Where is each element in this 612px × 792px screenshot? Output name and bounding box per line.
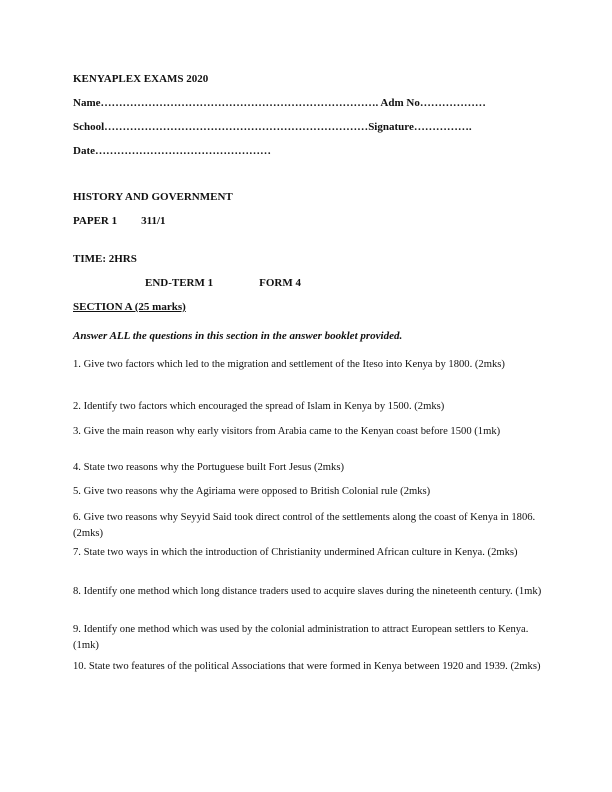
school-field: School……………………………………………………………… [73, 121, 369, 133]
term: END-TERM 1 [145, 277, 214, 289]
name-line [73, 96, 486, 112]
time-allowed: TIME: 2HRS [73, 253, 137, 265]
paper-line [73, 214, 166, 230]
question-4: 4. State two reasons why the Portuguese built Fort Jesus (2mks) [73, 462, 344, 473]
school-line [73, 120, 472, 136]
form: FORM 4 [259, 277, 301, 289]
section-instruction: Answer ALL the questions in this section in the answer booklet provided. [73, 330, 403, 342]
question-6: 6. Give two reasons why Seyyid Said took direct control of the settlements along the coast of Kenya in 1806. (2mks) [73, 512, 536, 539]
term-line [145, 276, 301, 292]
exam-title: KENYAPLEX EXAMS 2020 [73, 73, 209, 85]
question-8: 8. Identify one method which long distance traders used to acquire slaves during the nineteenth century. (1mk) [73, 586, 542, 597]
paper-code: 311/1 [141, 215, 166, 227]
section-title: SECTION A (25 marks) [73, 301, 186, 313]
question-1: 1. Give two factors which led to the migration and settlement of the Iteso into Kenya by 1800. (2mks) [73, 359, 505, 370]
question-2: 2. Identify two factors which encouraged the spread of Islam in Kenya by 1500. (2mks) [73, 401, 445, 412]
name-field: Name…………………………………………………………………. [73, 97, 379, 109]
question-5: 5. Give two reasons why the Agiriama were opposed to British Colonial rule (2mks) [73, 486, 431, 497]
signature-field: Signature……………. [368, 121, 472, 133]
question-10: 10. State two features of the political Associations that were formed in Kenya between 1920 and 1939. (2mks) [73, 661, 541, 672]
question-3: 3. Give the main reason why early visitors from Arabia came to the Kenyan coast before 1500 (1mk) [73, 426, 501, 437]
date-field: Date………………………………………… [73, 145, 271, 157]
question-9: 9. Identify one method which was used by the colonial administration to attract European settlers to Kenya. (1mk) [73, 624, 529, 651]
paper-number: PAPER 1 [73, 215, 118, 227]
adm-no-field: Adm No……………… [380, 97, 486, 109]
subject-title: HISTORY AND GOVERNMENT [73, 191, 233, 203]
question-7: 7. State two ways in which the introduction of Christianity undermined African culture in Kenya. (2mks) [73, 547, 518, 558]
